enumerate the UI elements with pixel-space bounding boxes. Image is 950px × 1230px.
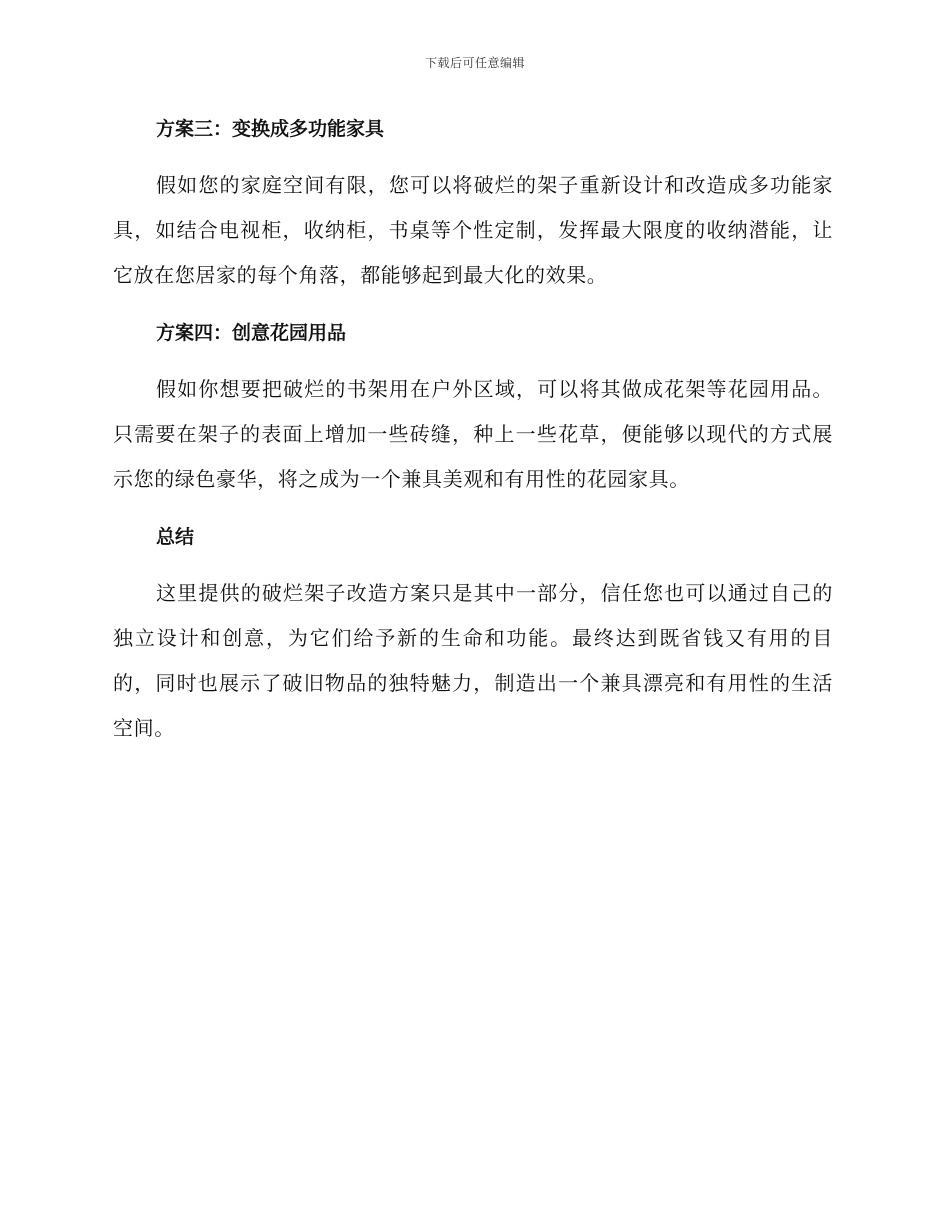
section-heading-plan-four: 方案四：创意花园用品 [156,322,347,344]
document-body [113,112,833,751]
section-paragraph-summary: 这里提供的破烂架子改造方案只是其中一部分，信任您也可以通过自己的独立设计和创意，为它们给予新的生命和功能。最终达到既省钱又有用的目的，同时也展示了破旧物品的独特魅力，制造出一个兼具漂亮和有用性的生活空间。 [113,581,833,740]
section-paragraph-plan-three: 假如您的家庭空间有限，您可以将破烂的架子重新设计和改造成多功能家具，如结合电视柜，收纳柜，书桌等个性定制，发挥最大限度的收纳潜能，让它放在您居家的每个角落，都能够起到最大化的效果。 [113,173,833,287]
header-note: 下载后可任意编辑 [424,56,525,70]
section-heading-plan-three: 方案三：变换成多功能家具 [156,118,385,140]
section-paragraph-plan-four: 假如你想要把破烂的书架用在户外区域，可以将其做成花架等花园用品。只需要在架子的表面上增加一些砖缝，种上一些花草，便能够以现代的方式展示您的绿色豪华，将之成为一个兼具美观和有用性的花园家具。 [113,377,833,491]
section-heading-summary: 总结 [156,526,195,548]
